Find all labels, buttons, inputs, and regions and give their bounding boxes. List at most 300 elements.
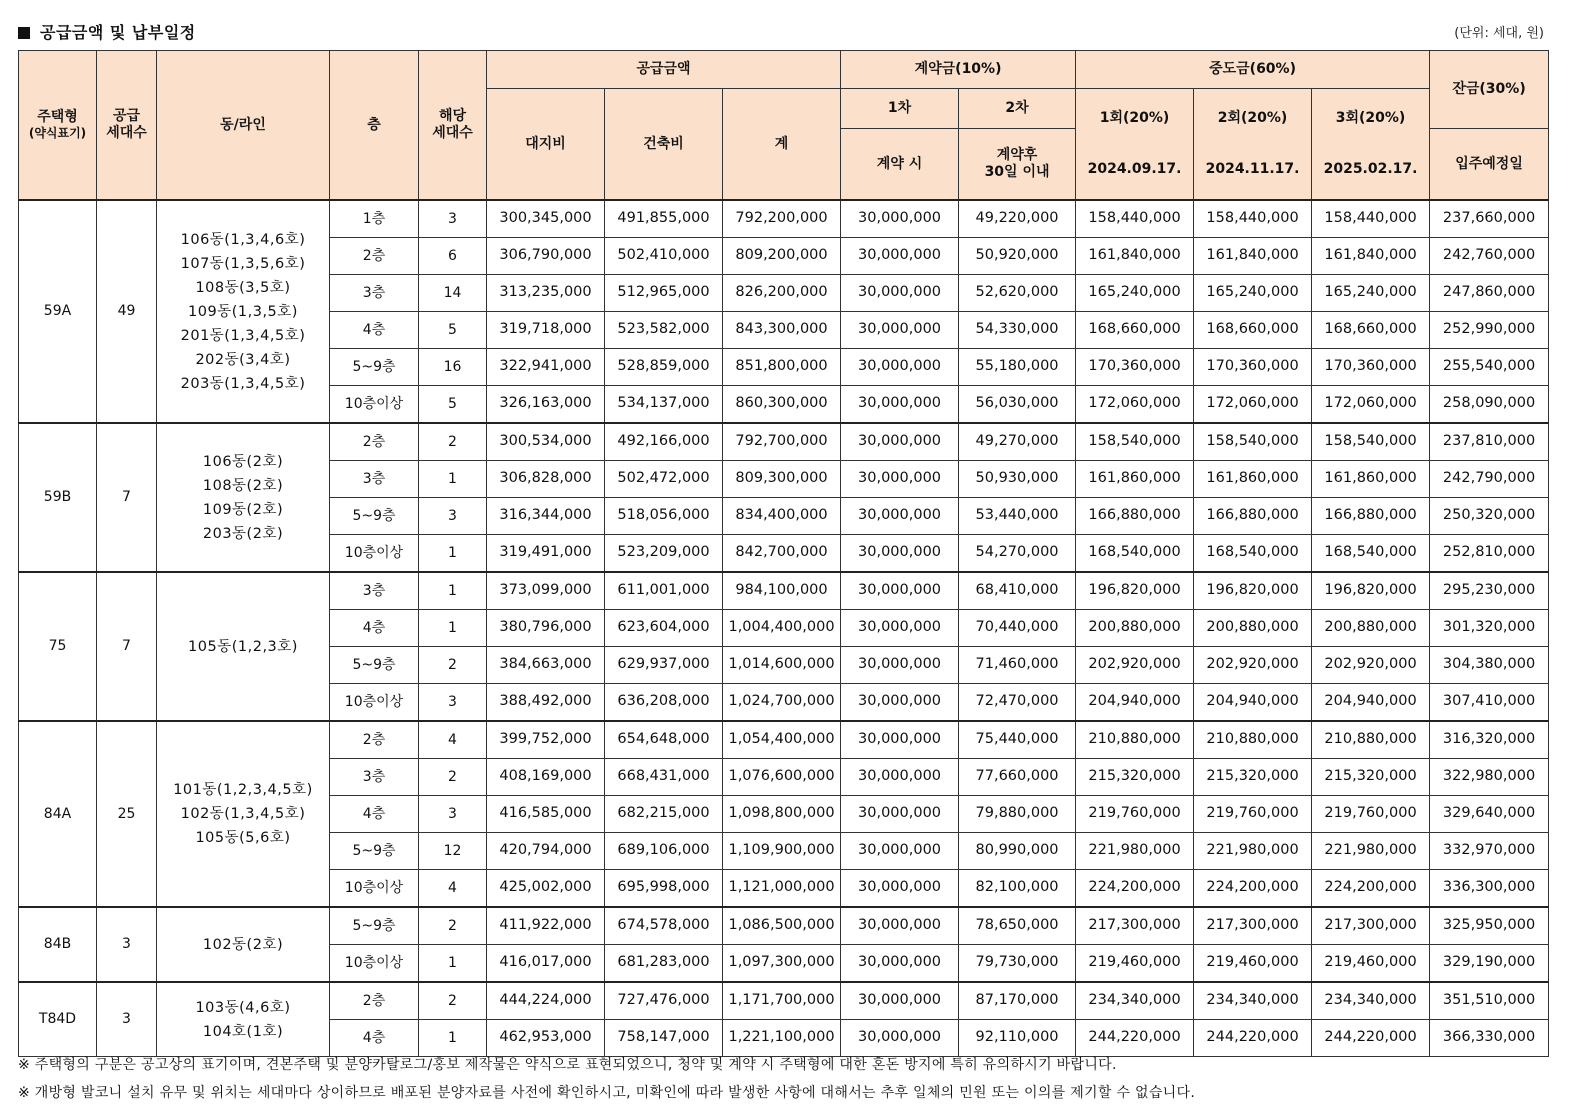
cell-middle-1: 234,340,000 <box>1076 982 1194 1020</box>
dong-line-item: 105동(1,2,3호) <box>188 638 298 655</box>
cell-middle-1: 219,460,000 <box>1076 945 1194 983</box>
cell-type: T84D <box>19 982 97 1057</box>
cell-middle-2: 234,340,000 <box>1194 982 1312 1020</box>
header-middle-2: 2회(20%) 2024.11.17. <box>1194 89 1312 201</box>
cell-unit-count: 12 <box>419 833 487 870</box>
cell-building-cost: 502,410,000 <box>605 238 723 275</box>
cell-balance: 247,860,000 <box>1430 275 1549 312</box>
cell-unit-count: 2 <box>419 759 487 796</box>
cell-middle-2: 196,820,000 <box>1194 572 1312 610</box>
cell-middle-2: 166,880,000 <box>1194 498 1312 535</box>
cell-balance: 307,410,000 <box>1430 684 1549 722</box>
cell-building-cost: 492,166,000 <box>605 423 723 461</box>
dong-line-item: 109동(1,3,5호) <box>188 303 298 320</box>
cell-land-cost: 388,492,000 <box>487 684 605 722</box>
dong-line-item: 201동(1,3,4,5호) <box>180 327 306 344</box>
cell-middle-1: 221,980,000 <box>1076 833 1194 870</box>
cell-middle-1: 215,320,000 <box>1076 759 1194 796</box>
cell-middle-3: 170,360,000 <box>1312 349 1430 386</box>
cell-deposit-2: 80,990,000 <box>959 833 1076 870</box>
cell-unit-count: 2 <box>419 423 487 461</box>
cell-total: 1,014,600,000 <box>723 647 841 684</box>
cell-deposit-1: 30,000,000 <box>841 349 959 386</box>
cell-floor: 10층이상 <box>330 684 419 722</box>
cell-dong-lines <box>157 907 330 982</box>
cell-balance: 295,230,000 <box>1430 572 1549 610</box>
cell-balance: 316,320,000 <box>1430 721 1549 759</box>
note-line: ※ 개방형 발코니 설치 유무 및 위치는 세대마다 상이하므로 배포된 분양자료를 사전에 확인하시고, 미확인에 따라 발생한 사항에 대해서는 추후 일체의 민원 또는 이의를 제기할 수 없습니다. <box>18 1085 1196 1101</box>
cell-middle-3: 221,980,000 <box>1312 833 1430 870</box>
notes <box>18 1054 1548 1110</box>
cell-middle-2: 165,240,000 <box>1194 275 1312 312</box>
header-deposit-1: 1차 <box>841 89 959 129</box>
cell-middle-1: 165,240,000 <box>1076 275 1194 312</box>
header-deposit: 계약금(10%) <box>841 51 1076 89</box>
cell-total: 1,171,700,000 <box>723 982 841 1020</box>
cell-middle-1: 170,360,000 <box>1076 349 1194 386</box>
cell-balance: 351,510,000 <box>1430 982 1549 1020</box>
table-row <box>19 572 1549 610</box>
cell-middle-2: 161,840,000 <box>1194 238 1312 275</box>
dong-line-item: 102동(2호) <box>202 936 284 953</box>
cell-unit-count: 3 <box>419 796 487 833</box>
cell-floor: 2층 <box>330 982 419 1020</box>
cell-total: 1,086,500,000 <box>723 907 841 945</box>
cell-middle-2: 224,200,000 <box>1194 870 1312 908</box>
cell-land-cost: 444,224,000 <box>487 982 605 1020</box>
cell-balance: 304,380,000 <box>1430 647 1549 684</box>
dong-line-item: 102동(1,3,4,5호) <box>180 806 306 822</box>
cell-deposit-2: 55,180,000 <box>959 349 1076 386</box>
cell-building-cost: 491,855,000 <box>605 200 723 238</box>
cell-floor: 4층 <box>330 796 419 833</box>
cell-total: 1,221,100,000 <box>723 1020 841 1057</box>
cell-building-cost: 512,965,000 <box>605 275 723 312</box>
cell-unit-count: 2 <box>419 647 487 684</box>
cell-deposit-2: 50,920,000 <box>959 238 1076 275</box>
header-building-cost: 건축비 <box>605 89 723 201</box>
cell-building-cost: 623,604,000 <box>605 610 723 647</box>
cell-unit-count: 5 <box>419 386 487 424</box>
cell-total: 792,700,000 <box>723 423 841 461</box>
cell-total: 809,200,000 <box>723 238 841 275</box>
cell-building-cost: 518,056,000 <box>605 498 723 535</box>
cell-unit-count: 1 <box>419 461 487 498</box>
table-header <box>19 51 1549 201</box>
header-dong-line: 동/라인 <box>157 51 330 201</box>
cell-land-cost: 384,663,000 <box>487 647 605 684</box>
cell-middle-1: 219,760,000 <box>1076 796 1194 833</box>
cell-middle-2: 158,540,000 <box>1194 423 1312 461</box>
cell-floor: 2층 <box>330 423 419 461</box>
cell-type: 59B <box>19 423 97 572</box>
page-title <box>18 20 196 43</box>
cell-middle-2: 168,660,000 <box>1194 312 1312 349</box>
cell-unit-count: 16 <box>419 349 487 386</box>
cell-building-cost: 681,283,000 <box>605 945 723 983</box>
cell-deposit-1: 30,000,000 <box>841 647 959 684</box>
cell-middle-3: 215,320,000 <box>1312 759 1430 796</box>
table-body <box>19 200 1549 1057</box>
cell-middle-2: 161,860,000 <box>1194 461 1312 498</box>
cell-land-cost: 420,794,000 <box>487 833 605 870</box>
cell-total: 1,098,800,000 <box>723 796 841 833</box>
cell-balance: 332,970,000 <box>1430 833 1549 870</box>
cell-land-cost: 399,752,000 <box>487 721 605 759</box>
cell-building-cost: 727,476,000 <box>605 982 723 1020</box>
cell-balance: 366,330,000 <box>1430 1020 1549 1057</box>
cell-building-cost: 629,937,000 <box>605 647 723 684</box>
cell-middle-2: 221,980,000 <box>1194 833 1312 870</box>
cell-middle-1: 196,820,000 <box>1076 572 1194 610</box>
table-row <box>19 721 1549 759</box>
cell-land-cost: 416,585,000 <box>487 796 605 833</box>
cell-middle-3: 200,880,000 <box>1312 610 1430 647</box>
cell-floor: 5~9층 <box>330 647 419 684</box>
cell-deposit-1: 30,000,000 <box>841 759 959 796</box>
cell-deposit-1: 30,000,000 <box>841 423 959 461</box>
cell-floor: 3층 <box>330 461 419 498</box>
cell-unit-count: 14 <box>419 275 487 312</box>
cell-deposit-2: 49,220,000 <box>959 200 1076 238</box>
cell-balance: 255,540,000 <box>1430 349 1549 386</box>
cell-deposit-1: 30,000,000 <box>841 907 959 945</box>
cell-dong-lines <box>157 200 330 423</box>
cell-middle-1: 244,220,000 <box>1076 1020 1194 1057</box>
cell-land-cost: 306,790,000 <box>487 238 605 275</box>
dong-line-item: 108동(3,5호) <box>195 279 291 296</box>
cell-deposit-1: 30,000,000 <box>841 461 959 498</box>
header-middle-3: 3회(20%) 2025.02.17. <box>1312 89 1430 201</box>
cell-land-cost: 322,941,000 <box>487 349 605 386</box>
cell-deposit-1: 30,000,000 <box>841 1020 959 1057</box>
cell-unit-count: 4 <box>419 870 487 908</box>
cell-balance: 242,790,000 <box>1430 461 1549 498</box>
cell-balance: 329,640,000 <box>1430 796 1549 833</box>
cell-dong-lines <box>157 572 330 721</box>
cell-supply-count: 49 <box>97 200 157 423</box>
header-middle-payment: 중도금(60%) <box>1076 51 1430 89</box>
cell-building-cost: 611,001,000 <box>605 572 723 610</box>
cell-middle-3: 158,440,000 <box>1312 200 1430 238</box>
cell-deposit-1: 30,000,000 <box>841 945 959 983</box>
cell-floor: 4층 <box>330 610 419 647</box>
cell-unit-count: 2 <box>419 907 487 945</box>
page-title-text: 공급금액 및 납부일정 <box>40 23 196 42</box>
table-row <box>19 423 1549 461</box>
cell-deposit-2: 79,730,000 <box>959 945 1076 983</box>
cell-total: 1,004,400,000 <box>723 610 841 647</box>
cell-deposit-2: 92,110,000 <box>959 1020 1076 1057</box>
cell-total: 1,076,600,000 <box>723 759 841 796</box>
cell-unit-count: 2 <box>419 982 487 1020</box>
cell-total: 1,054,400,000 <box>723 721 841 759</box>
cell-land-cost: 300,534,000 <box>487 423 605 461</box>
cell-supply-count: 3 <box>97 907 157 982</box>
supply-price-table <box>18 50 1549 1057</box>
cell-floor: 5~9층 <box>330 833 419 870</box>
dong-line-item: 106동(2호) <box>202 453 284 470</box>
cell-middle-3: 168,660,000 <box>1312 312 1430 349</box>
dong-line-item: 203동(1,3,4,5호) <box>180 375 306 392</box>
cell-deposit-2: 79,880,000 <box>959 796 1076 833</box>
cell-deposit-2: 50,930,000 <box>959 461 1076 498</box>
cell-floor: 5~9층 <box>330 498 419 535</box>
cell-land-cost: 462,953,000 <box>487 1020 605 1057</box>
cell-type: 75 <box>19 572 97 721</box>
dong-line-item: 106동(1,3,4,6호) <box>180 231 306 248</box>
cell-middle-3: 219,760,000 <box>1312 796 1430 833</box>
cell-floor: 3층 <box>330 572 419 610</box>
cell-deposit-1: 30,000,000 <box>841 870 959 908</box>
cell-deposit-2: 53,440,000 <box>959 498 1076 535</box>
cell-middle-3: 196,820,000 <box>1312 572 1430 610</box>
cell-middle-1: 158,540,000 <box>1076 423 1194 461</box>
cell-floor: 5~9층 <box>330 907 419 945</box>
cell-middle-3: 244,220,000 <box>1312 1020 1430 1057</box>
cell-deposit-2: 54,330,000 <box>959 312 1076 349</box>
cell-land-cost: 380,796,000 <box>487 610 605 647</box>
header-deposit-1-when: 계약 시 <box>841 129 959 201</box>
dong-line-item: 101동(1,2,3,4,5호) <box>173 782 313 798</box>
cell-building-cost: 534,137,000 <box>605 386 723 424</box>
square-bullet-icon <box>18 27 30 39</box>
cell-middle-1: 168,660,000 <box>1076 312 1194 349</box>
cell-middle-2: 200,880,000 <box>1194 610 1312 647</box>
cell-supply-count: 3 <box>97 982 157 1057</box>
cell-middle-2: 202,920,000 <box>1194 647 1312 684</box>
cell-deposit-1: 30,000,000 <box>841 386 959 424</box>
cell-middle-1: 200,880,000 <box>1076 610 1194 647</box>
cell-middle-3: 202,920,000 <box>1312 647 1430 684</box>
cell-middle-1: 204,940,000 <box>1076 684 1194 722</box>
cell-deposit-2: 49,270,000 <box>959 423 1076 461</box>
cell-type: 84B <box>19 907 97 982</box>
cell-middle-2: 210,880,000 <box>1194 721 1312 759</box>
cell-land-cost: 316,344,000 <box>487 498 605 535</box>
cell-middle-3: 166,880,000 <box>1312 498 1430 535</box>
cell-total: 1,121,000,000 <box>723 870 841 908</box>
cell-floor: 4층 <box>330 1020 419 1057</box>
cell-deposit-2: 87,170,000 <box>959 982 1076 1020</box>
cell-land-cost: 319,491,000 <box>487 535 605 573</box>
table-row <box>19 907 1549 945</box>
cell-deposit-1: 30,000,000 <box>841 833 959 870</box>
cell-total: 984,100,000 <box>723 572 841 610</box>
cell-supply-count: 25 <box>97 721 157 907</box>
table-row <box>19 200 1549 238</box>
cell-deposit-2: 75,440,000 <box>959 721 1076 759</box>
cell-land-cost: 313,235,000 <box>487 275 605 312</box>
header-floor: 층 <box>330 51 419 201</box>
cell-floor: 10층이상 <box>330 535 419 573</box>
cell-floor: 3층 <box>330 275 419 312</box>
cell-deposit-1: 30,000,000 <box>841 684 959 722</box>
cell-middle-3: 217,300,000 <box>1312 907 1430 945</box>
cell-deposit-1: 30,000,000 <box>841 796 959 833</box>
dong-line-item: 202동(3,4호) <box>195 351 291 368</box>
cell-middle-1: 166,880,000 <box>1076 498 1194 535</box>
cell-land-cost: 425,002,000 <box>487 870 605 908</box>
cell-balance: 250,320,000 <box>1430 498 1549 535</box>
cell-unit-count: 1 <box>419 1020 487 1057</box>
cell-land-cost: 326,163,000 <box>487 386 605 424</box>
cell-deposit-1: 30,000,000 <box>841 535 959 573</box>
cell-unit-count: 3 <box>419 200 487 238</box>
title-bar <box>18 18 1548 44</box>
cell-deposit-1: 30,000,000 <box>841 312 959 349</box>
cell-middle-2: 219,460,000 <box>1194 945 1312 983</box>
cell-balance: 322,980,000 <box>1430 759 1549 796</box>
cell-unit-count: 1 <box>419 610 487 647</box>
cell-middle-1: 168,540,000 <box>1076 535 1194 573</box>
cell-total: 826,200,000 <box>723 275 841 312</box>
cell-middle-2: 170,360,000 <box>1194 349 1312 386</box>
cell-type: 84A <box>19 721 97 907</box>
cell-balance: 329,190,000 <box>1430 945 1549 983</box>
cell-dong-lines <box>157 423 330 572</box>
cell-floor: 4층 <box>330 312 419 349</box>
cell-balance: 252,990,000 <box>1430 312 1549 349</box>
cell-building-cost: 758,147,000 <box>605 1020 723 1057</box>
note-line: ※ 주택형의 구분은 공고상의 표기이며, 견본주택 및 분양카탈로그/홍보 제작물은 약식으로 표현되었으니, 청약 및 계약 시 주택형에 대한 혼돈 방지에 특히 유의하시기 바랍니다. <box>18 1057 1117 1073</box>
cell-middle-1: 210,880,000 <box>1076 721 1194 759</box>
cell-building-cost: 523,582,000 <box>605 312 723 349</box>
cell-middle-3: 210,880,000 <box>1312 721 1430 759</box>
cell-land-cost: 300,345,000 <box>487 200 605 238</box>
cell-unit-count: 1 <box>419 572 487 610</box>
dong-line-item: 108동(2호) <box>202 477 284 494</box>
dong-line-item: 104호(1호) <box>202 1023 284 1040</box>
cell-middle-1: 161,860,000 <box>1076 461 1194 498</box>
cell-middle-2: 219,760,000 <box>1194 796 1312 833</box>
cell-unit-count: 3 <box>419 498 487 535</box>
cell-deposit-1: 30,000,000 <box>841 721 959 759</box>
cell-deposit-2: 78,650,000 <box>959 907 1076 945</box>
header-type: 주택형 (약식표기) <box>19 51 97 201</box>
cell-total: 1,109,900,000 <box>723 833 841 870</box>
cell-unit-count: 5 <box>419 312 487 349</box>
cell-middle-1: 217,300,000 <box>1076 907 1194 945</box>
cell-middle-2: 158,440,000 <box>1194 200 1312 238</box>
cell-middle-2: 172,060,000 <box>1194 386 1312 424</box>
cell-balance: 258,090,000 <box>1430 386 1549 424</box>
cell-total: 860,300,000 <box>723 386 841 424</box>
cell-land-cost: 408,169,000 <box>487 759 605 796</box>
cell-middle-3: 165,240,000 <box>1312 275 1430 312</box>
dong-line-item: 103동(4,6호) <box>195 999 291 1016</box>
cell-land-cost: 411,922,000 <box>487 907 605 945</box>
cell-deposit-2: 71,460,000 <box>959 647 1076 684</box>
cell-balance: 237,810,000 <box>1430 423 1549 461</box>
cell-balance: 237,660,000 <box>1430 200 1549 238</box>
header-unit-count: 해당 세대수 <box>419 51 487 201</box>
cell-supply-count: 7 <box>97 572 157 721</box>
cell-building-cost: 682,215,000 <box>605 796 723 833</box>
cell-deposit-1: 30,000,000 <box>841 238 959 275</box>
cell-total: 1,097,300,000 <box>723 945 841 983</box>
cell-middle-3: 204,940,000 <box>1312 684 1430 722</box>
header-total: 계 <box>723 89 841 201</box>
cell-type: 59A <box>19 200 97 423</box>
cell-unit-count: 6 <box>419 238 487 275</box>
cell-middle-3: 168,540,000 <box>1312 535 1430 573</box>
cell-building-cost: 523,209,000 <box>605 535 723 573</box>
cell-middle-2: 168,540,000 <box>1194 535 1312 573</box>
cell-land-cost: 373,099,000 <box>487 572 605 610</box>
dong-line-item: 107동(1,3,5,6호) <box>180 255 306 272</box>
cell-building-cost: 502,472,000 <box>605 461 723 498</box>
cell-land-cost: 416,017,000 <box>487 945 605 983</box>
cell-floor: 10층이상 <box>330 945 419 983</box>
cell-building-cost: 695,998,000 <box>605 870 723 908</box>
header-balance: 잔금(30%) <box>1430 51 1549 129</box>
dong-line-item: 109동(2호) <box>202 501 284 518</box>
cell-middle-3: 161,840,000 <box>1312 238 1430 275</box>
cell-middle-1: 172,060,000 <box>1076 386 1194 424</box>
cell-deposit-1: 30,000,000 <box>841 982 959 1020</box>
cell-building-cost: 674,578,000 <box>605 907 723 945</box>
cell-middle-3: 224,200,000 <box>1312 870 1430 908</box>
cell-middle-2: 244,220,000 <box>1194 1020 1312 1057</box>
header-supply-amount: 공급금액 <box>487 51 841 89</box>
cell-supply-count: 7 <box>97 423 157 572</box>
cell-unit-count: 4 <box>419 721 487 759</box>
cell-deposit-1: 30,000,000 <box>841 498 959 535</box>
cell-balance: 301,320,000 <box>1430 610 1549 647</box>
header-deposit-2: 2차 <box>959 89 1076 129</box>
cell-deposit-2: 77,660,000 <box>959 759 1076 796</box>
cell-deposit-2: 70,440,000 <box>959 610 1076 647</box>
cell-middle-2: 217,300,000 <box>1194 907 1312 945</box>
cell-floor: 10층이상 <box>330 870 419 908</box>
cell-building-cost: 636,208,000 <box>605 684 723 722</box>
unit-label: (단위: 세대, 원) <box>1454 26 1544 41</box>
cell-deposit-2: 52,620,000 <box>959 275 1076 312</box>
cell-unit-count: 1 <box>419 535 487 573</box>
cell-balance: 242,760,000 <box>1430 238 1549 275</box>
cell-floor: 1층 <box>330 200 419 238</box>
cell-building-cost: 528,859,000 <box>605 349 723 386</box>
cell-deposit-1: 30,000,000 <box>841 200 959 238</box>
cell-floor: 2층 <box>330 238 419 275</box>
cell-building-cost: 654,648,000 <box>605 721 723 759</box>
cell-middle-3: 219,460,000 <box>1312 945 1430 983</box>
cell-floor: 3층 <box>330 759 419 796</box>
cell-total: 1,024,700,000 <box>723 684 841 722</box>
cell-middle-1: 158,440,000 <box>1076 200 1194 238</box>
header-deposit-2-when: 계약후 30일 이내 <box>959 129 1076 201</box>
cell-balance: 252,810,000 <box>1430 535 1549 573</box>
cell-middle-2: 204,940,000 <box>1194 684 1312 722</box>
header-balance-when: 입주예정일 <box>1430 129 1549 201</box>
cell-middle-3: 234,340,000 <box>1312 982 1430 1020</box>
dong-line-item: 105동(5,6호) <box>195 830 291 846</box>
cell-middle-3: 158,540,000 <box>1312 423 1430 461</box>
cell-deposit-1: 30,000,000 <box>841 572 959 610</box>
cell-floor: 2층 <box>330 721 419 759</box>
cell-land-cost: 306,828,000 <box>487 461 605 498</box>
cell-deposit-2: 56,030,000 <box>959 386 1076 424</box>
cell-deposit-2: 72,470,000 <box>959 684 1076 722</box>
cell-total: 851,800,000 <box>723 349 841 386</box>
cell-floor: 10층이상 <box>330 386 419 424</box>
header-land-cost: 대지비 <box>487 89 605 201</box>
cell-building-cost: 689,106,000 <box>605 833 723 870</box>
dong-line-item: 203동(2호) <box>202 525 284 542</box>
header-supply-count: 공급 세대수 <box>97 51 157 201</box>
table-row <box>19 982 1549 1020</box>
